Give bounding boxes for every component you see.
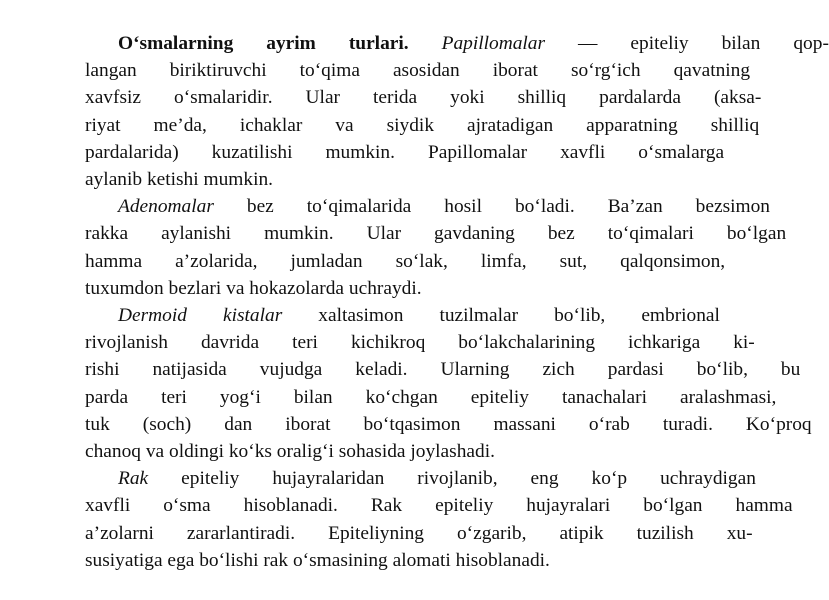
word: susiyatiga xyxy=(85,549,163,571)
word: bo‘lgan xyxy=(643,495,703,517)
text-line xyxy=(52,166,720,193)
word: rishi xyxy=(85,359,120,381)
word: shilliq xyxy=(517,87,567,109)
word: yog‘i xyxy=(219,386,261,408)
word: Papillomalar xyxy=(427,141,528,163)
word: hisoblanadi. xyxy=(455,549,550,571)
word: o‘smalarga xyxy=(638,141,725,163)
word: o‘zgarib, xyxy=(456,522,527,544)
word: ketishi xyxy=(146,169,199,191)
word: ajratadigan xyxy=(467,114,554,136)
word: xu- xyxy=(726,522,753,544)
bold-word: turlari. xyxy=(348,33,409,54)
text-line xyxy=(52,384,777,411)
italic-word: Dermoid xyxy=(118,305,187,327)
word: bez xyxy=(246,196,274,218)
word: oldingi xyxy=(169,441,224,463)
word: ko‘p xyxy=(591,468,628,490)
word: aralashmasi, xyxy=(679,386,777,408)
word: sut, xyxy=(559,250,588,272)
word: terida xyxy=(373,87,418,109)
word: iborat xyxy=(285,413,331,435)
word: uchraydigan xyxy=(660,468,756,490)
word: bezsimon xyxy=(695,196,770,218)
word: pardalarida) xyxy=(85,141,179,163)
word: Ular xyxy=(305,87,341,109)
word: bilan xyxy=(721,33,761,54)
text-line xyxy=(52,112,760,139)
text-line xyxy=(52,492,793,519)
word: keladi. xyxy=(355,359,408,381)
word: teri xyxy=(292,332,318,354)
text-line xyxy=(52,220,787,247)
text-line xyxy=(52,438,720,465)
word: epiteliy xyxy=(435,495,494,517)
text-line xyxy=(52,411,812,438)
text-line xyxy=(52,302,720,329)
word: bo‘lib, xyxy=(696,359,748,381)
paragraph xyxy=(52,465,793,574)
word: uchraydi. xyxy=(348,277,422,299)
word: o‘rab xyxy=(588,413,630,435)
word: vujudga xyxy=(259,359,323,381)
word: Ularning xyxy=(440,359,510,381)
word: Rak xyxy=(370,495,403,517)
document-page xyxy=(52,30,829,574)
word: (soch) xyxy=(142,413,192,435)
word: a’zolarida, xyxy=(175,250,258,272)
word: epiteliy xyxy=(630,33,689,54)
paragraph xyxy=(52,30,829,193)
word: to‘qima xyxy=(299,60,360,82)
word: bilan xyxy=(293,386,333,408)
word: o‘smalaridir. xyxy=(174,87,273,109)
word: va xyxy=(226,277,245,299)
italic-word: kistalar xyxy=(222,305,283,327)
word: bez xyxy=(547,223,575,245)
text-line xyxy=(52,329,755,356)
word: langan xyxy=(85,60,137,82)
word: va xyxy=(145,441,165,463)
text-line xyxy=(52,139,725,166)
word: rivojlanish xyxy=(85,332,168,354)
word: rakka xyxy=(85,223,129,245)
word: mumkin. xyxy=(264,223,334,245)
word: ichaklar xyxy=(239,114,303,136)
italic-word: Papillomalar xyxy=(441,33,546,54)
bold-word: O‘smalarning xyxy=(118,33,234,54)
word: Ko‘proq xyxy=(745,413,812,435)
word: bezlari xyxy=(168,277,222,299)
word: biriktiruvchi xyxy=(169,60,267,82)
word: hosil xyxy=(444,196,482,218)
text-line xyxy=(52,356,801,383)
word: rivojlanib, xyxy=(417,468,498,490)
word: turadi. xyxy=(662,413,713,435)
word: bo‘lgan xyxy=(726,223,787,245)
word: bo‘lishi xyxy=(199,549,259,571)
word: asosidan xyxy=(392,60,460,82)
word: bu xyxy=(780,359,801,381)
word: ichkariga xyxy=(628,332,701,354)
word: ko‘chgan xyxy=(365,386,438,408)
text-line xyxy=(52,465,756,492)
word: epiteliy xyxy=(470,386,529,408)
word: hamma xyxy=(735,495,793,517)
word: joylashadi. xyxy=(410,441,495,463)
word: ko‘ks xyxy=(228,441,272,463)
word: va xyxy=(335,114,354,136)
word: teri xyxy=(161,386,187,408)
word: Ular xyxy=(366,223,402,245)
word: aylanib xyxy=(85,169,143,191)
word: Ba’zan xyxy=(607,196,663,218)
word: kuzatilishi xyxy=(211,141,293,163)
word: shilliq xyxy=(710,114,760,136)
word: pardasi xyxy=(607,359,664,381)
word: hokazolarda xyxy=(249,277,345,299)
word: bo‘lib, xyxy=(554,305,606,327)
word: sohasida xyxy=(338,441,406,463)
word: kichikroq xyxy=(350,332,426,354)
text-line xyxy=(52,520,753,547)
word: hujayralaridan xyxy=(272,468,385,490)
word: riyat xyxy=(85,114,121,136)
text-line xyxy=(52,57,751,84)
word: tuxumdon xyxy=(85,277,164,299)
word: a’zolarni xyxy=(85,522,154,544)
word: epiteliy xyxy=(181,468,240,490)
word: bo‘lakchalarining xyxy=(458,332,596,354)
word: gavdaning xyxy=(434,223,515,245)
word: qalqonsimon, xyxy=(620,250,726,272)
word: xavfsiz xyxy=(85,87,141,109)
text-line xyxy=(52,547,720,574)
text-line xyxy=(52,248,726,275)
word: iborat xyxy=(492,60,538,82)
word: so‘rg‘ich xyxy=(570,60,641,82)
word: me’da, xyxy=(153,114,207,136)
word: — xyxy=(578,33,598,54)
italic-word: Adenomalar xyxy=(118,196,214,218)
word: hisoblanadi. xyxy=(243,495,338,517)
word: mumkin. xyxy=(325,141,395,163)
word: to‘qimalarida xyxy=(306,196,412,218)
word: embrional xyxy=(641,305,720,327)
word: tuzilish xyxy=(636,522,694,544)
word: alomati xyxy=(392,549,451,571)
bold-word: ayrim xyxy=(266,33,316,54)
word: yoki xyxy=(450,87,485,109)
word: tuzilmalar xyxy=(439,305,519,327)
word: natijasida xyxy=(152,359,227,381)
word: xaltasimon xyxy=(318,305,404,327)
word: xavfli xyxy=(560,141,606,163)
word: qop- xyxy=(793,33,829,54)
word: o‘sma xyxy=(163,495,211,517)
paragraph xyxy=(52,193,787,302)
word: oralig‘i xyxy=(276,441,334,463)
word: rak xyxy=(263,549,289,571)
word: bo‘tqasimon xyxy=(363,413,461,435)
word: o‘smasining xyxy=(292,549,388,571)
word: atipik xyxy=(559,522,604,544)
paragraph xyxy=(52,302,812,465)
word: so‘lak, xyxy=(395,250,448,272)
word: jumladan xyxy=(290,250,363,272)
word: chanoq xyxy=(85,441,141,463)
word: massani xyxy=(493,413,556,435)
word: xavfli xyxy=(85,495,131,517)
word: Epiteliyning xyxy=(328,522,424,544)
text-line xyxy=(52,84,762,111)
text-line xyxy=(52,30,829,57)
word: limfa, xyxy=(480,250,527,272)
text-line xyxy=(52,275,720,302)
word: pardalarda xyxy=(599,87,681,109)
word: aylanishi xyxy=(161,223,232,245)
word: zich xyxy=(542,359,575,381)
word: hujayralari xyxy=(526,495,611,517)
word: apparatning xyxy=(586,114,678,136)
word: (aksa- xyxy=(713,87,762,109)
italic-word: Rak xyxy=(118,468,149,490)
word: mumkin. xyxy=(203,169,274,191)
word: to‘qimalari xyxy=(607,223,694,245)
word: parda xyxy=(85,386,129,408)
text-line xyxy=(52,193,770,220)
word: ega xyxy=(167,549,195,571)
word: dan xyxy=(224,413,253,435)
word: bo‘ladi. xyxy=(514,196,575,218)
word: zararlantiradi. xyxy=(186,522,296,544)
word: tuk xyxy=(85,413,110,435)
word: eng xyxy=(530,468,559,490)
word: tanachalari xyxy=(561,386,647,408)
word: qavatning xyxy=(673,60,751,82)
word: ki- xyxy=(733,332,755,354)
word: davrida xyxy=(200,332,260,354)
word: hamma xyxy=(85,250,143,272)
word: siydik xyxy=(386,114,435,136)
